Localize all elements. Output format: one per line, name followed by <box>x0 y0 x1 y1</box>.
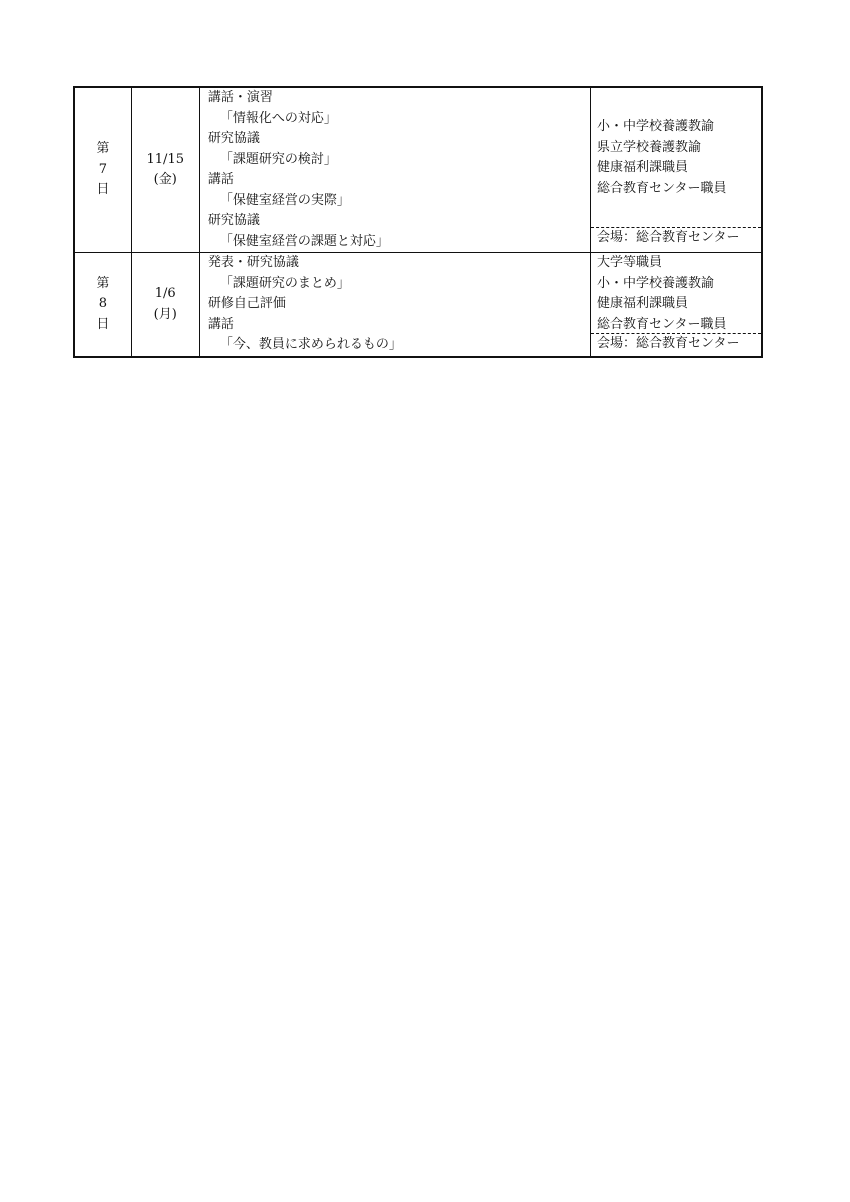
staff-item: 健康福利課職員 <box>596 160 688 175</box>
content-line: 講話・演習 <box>207 90 273 105</box>
content-line: 研究協議 <box>207 131 260 146</box>
date-cell <box>131 253 199 358</box>
date-text: 11/15 <box>146 151 184 167</box>
staff-list <box>591 253 761 333</box>
content-line: 発表・研究協議 <box>207 255 299 271</box>
content-line-topic: 「課題研究のまとめ」 <box>219 275 350 291</box>
content-line: 研究協議 <box>207 213 260 228</box>
content-line: 研修自己評価 <box>207 296 286 312</box>
content-line-topic: 「課題研究の検討」 <box>219 151 337 167</box>
content-cell <box>199 87 590 253</box>
table-row <box>74 253 762 358</box>
day-label-number: 8 <box>98 296 107 312</box>
schedule-table <box>73 86 763 358</box>
day-number-cell <box>74 253 131 358</box>
venue-text: 会場：総合教育センター <box>591 227 761 249</box>
staff-item: 小・中学校養護教諭 <box>596 275 714 291</box>
content-cell <box>199 253 590 358</box>
day-label-number: 7 <box>98 161 107 177</box>
day-number-cell <box>74 87 131 253</box>
day-label-prefix: 第 <box>96 275 110 291</box>
content-line-topic: 「情報化への対応」 <box>219 110 337 126</box>
staff-item: 総合教育センター職員 <box>596 180 727 196</box>
staff-item: 県立学校養護教諭 <box>596 139 701 155</box>
staff-list <box>591 88 761 227</box>
staff-item: 大学等職員 <box>596 255 662 270</box>
day-label-prefix: 第 <box>96 141 110 157</box>
day-label-suffix: 日 <box>96 316 110 332</box>
staff-item: 小・中学校養護教諭 <box>596 119 714 134</box>
content-line-topic: 「保健室経営の実際」 <box>219 192 350 208</box>
content-line: 講話 <box>207 316 234 332</box>
staff-cell <box>590 87 762 253</box>
venue-text: 会場：総合教育センター <box>591 333 761 355</box>
content-line-topic: 「今、教員に求められるもの」 <box>219 337 402 353</box>
content-line: 講話 <box>207 172 234 187</box>
day-label-suffix: 日 <box>96 182 110 198</box>
table-row <box>74 87 762 253</box>
staff-item: 総合教育センター職員 <box>596 316 727 332</box>
date-cell <box>131 87 199 253</box>
staff-item: 健康福利課職員 <box>596 296 688 311</box>
content-line-topic: 「保健室経営の課題と対応」 <box>219 233 389 249</box>
weekday-text: (月) <box>153 306 177 322</box>
staff-cell <box>590 253 762 358</box>
weekday-text: (金) <box>153 172 177 187</box>
date-text: 1/6 <box>154 286 176 301</box>
